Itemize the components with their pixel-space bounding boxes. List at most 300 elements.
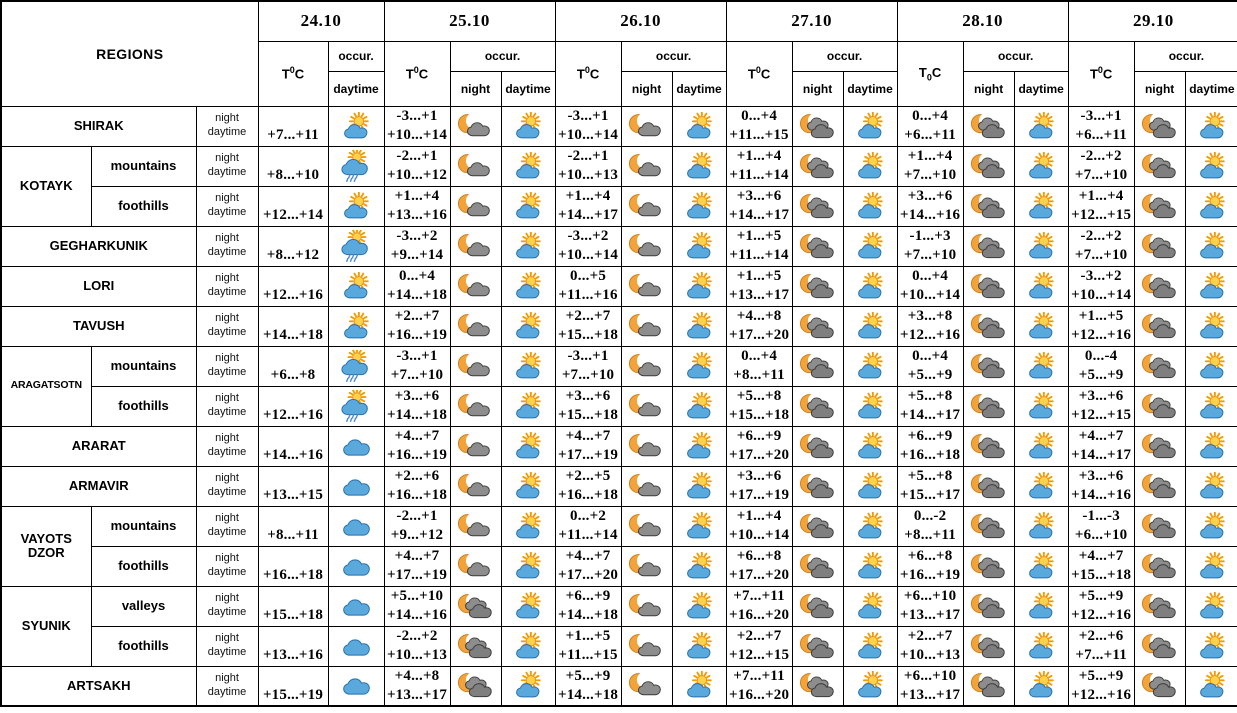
night-daytime-label bbox=[196, 426, 258, 466]
weather-cell-night bbox=[1134, 146, 1185, 186]
temp-cell bbox=[1068, 306, 1134, 346]
weather-cell-night bbox=[450, 306, 501, 346]
temp-night: +4...+8 bbox=[394, 667, 440, 684]
subregion-name: foothills bbox=[91, 626, 196, 666]
temp-cell bbox=[726, 546, 792, 586]
weather-cell-daytime bbox=[843, 186, 897, 226]
moon-cloud-icon bbox=[628, 352, 666, 381]
weather-cell-daytime bbox=[328, 146, 384, 186]
subregion-name: mountains bbox=[91, 346, 196, 386]
temp-cell bbox=[726, 346, 792, 386]
moon-clouds-icon bbox=[1141, 632, 1179, 661]
temp-cell bbox=[1068, 146, 1134, 186]
temp-daytime: +11...+14 bbox=[558, 527, 618, 543]
temp-daytime: +13...+16 bbox=[262, 647, 324, 663]
temp-cell bbox=[1068, 386, 1134, 426]
sun-cloud-icon bbox=[680, 112, 718, 141]
temp-cell bbox=[1068, 546, 1134, 586]
temp-night: +4...+7 bbox=[394, 548, 440, 564]
table-row bbox=[1, 346, 1237, 386]
weather-cell-night bbox=[963, 106, 1014, 146]
sun-cloud-icon bbox=[1022, 432, 1060, 461]
weather-cell-daytime bbox=[1014, 546, 1068, 586]
night-label: night bbox=[215, 392, 239, 405]
temp-cell bbox=[1068, 106, 1134, 146]
night-daytime-label bbox=[196, 586, 258, 626]
moon-clouds-icon bbox=[970, 232, 1008, 261]
sun-cloud-icon bbox=[680, 192, 718, 221]
temp-daytime: +5...+9 bbox=[1078, 367, 1124, 383]
cloud-icon bbox=[337, 552, 375, 581]
temp-night: +3...+6 bbox=[736, 188, 782, 204]
weather-cell-daytime bbox=[1014, 586, 1068, 626]
temp-cell-24-10 bbox=[258, 466, 328, 506]
temp-header-t: T bbox=[1089, 66, 1098, 82]
temp-header-zero: 0 bbox=[413, 65, 419, 76]
weather-cell-night bbox=[963, 626, 1014, 666]
temp-cell bbox=[555, 506, 621, 546]
temp-daytime: +15...+18 bbox=[729, 407, 790, 423]
weather-cell-daytime bbox=[672, 106, 726, 146]
moon-cloud-icon bbox=[457, 392, 495, 421]
weather-cell-night bbox=[792, 626, 843, 666]
temp-cell bbox=[555, 386, 621, 426]
weather-cell-night bbox=[621, 266, 672, 306]
temp-night: +1...+4 bbox=[736, 508, 782, 524]
weather-cell-daytime bbox=[328, 186, 384, 226]
sun-cloud-icon bbox=[851, 552, 889, 581]
weather-cell-daytime bbox=[501, 266, 555, 306]
daytime-header: daytime bbox=[1185, 71, 1237, 106]
sun-cloud-icon bbox=[1022, 552, 1060, 581]
temp-night: -3...+1 bbox=[567, 348, 609, 364]
weather-cell-night bbox=[621, 546, 672, 586]
night-daytime-label bbox=[196, 386, 258, 426]
moon-clouds-icon bbox=[1141, 352, 1179, 381]
temp-night: 0...+4 bbox=[912, 348, 949, 364]
weather-cell-night bbox=[792, 666, 843, 706]
occur-header: occur. bbox=[621, 41, 726, 71]
temp-daytime: +14...+16 bbox=[1071, 487, 1132, 503]
weather-cell-night bbox=[1134, 186, 1185, 226]
temp-night: -2...+2 bbox=[1080, 148, 1122, 164]
table-row bbox=[1, 186, 1237, 226]
weather-cell-daytime bbox=[1014, 346, 1068, 386]
weather-cell-daytime bbox=[501, 306, 555, 346]
weather-cell-daytime bbox=[328, 386, 384, 426]
temp-night: -3...+2 bbox=[1080, 268, 1122, 284]
temp-night: +7...+11 bbox=[733, 667, 785, 684]
moon-clouds-icon bbox=[970, 512, 1008, 541]
moon-cloud-icon bbox=[457, 272, 495, 301]
weather-cell-night bbox=[621, 626, 672, 666]
temp-daytime: +13...+16 bbox=[386, 207, 448, 223]
sun-cloud-icon bbox=[1193, 192, 1231, 221]
moon-clouds-icon bbox=[1141, 432, 1179, 461]
sun-cloud-icon bbox=[1022, 112, 1060, 141]
sun-cloud-rain-icon bbox=[337, 150, 375, 183]
weather-cell-daytime bbox=[843, 386, 897, 426]
temp-cell bbox=[1068, 466, 1134, 506]
temp-header-t: T bbox=[918, 64, 927, 80]
sun-cloud-icon bbox=[851, 312, 889, 341]
sun-cloud-icon bbox=[1022, 512, 1060, 541]
moon-clouds-icon bbox=[1141, 192, 1179, 221]
temp-night: +5...+9 bbox=[1078, 667, 1124, 684]
temp-cell bbox=[897, 146, 963, 186]
night-label: night bbox=[215, 112, 239, 125]
date-header-27-10: 27.10 bbox=[726, 1, 897, 41]
moon-clouds-icon bbox=[1141, 592, 1179, 621]
sun-cloud-icon bbox=[1193, 272, 1231, 301]
weather-cell-daytime bbox=[1014, 466, 1068, 506]
weather-cell-daytime bbox=[672, 586, 726, 626]
weather-cell-daytime bbox=[328, 266, 384, 306]
sun-cloud-icon bbox=[851, 152, 889, 181]
temp-night: +1...+4 bbox=[907, 148, 953, 164]
temp-daytime: +10...+13 bbox=[386, 647, 448, 663]
temp-night: -2...+1 bbox=[396, 508, 438, 524]
moon-cloud-icon bbox=[628, 152, 666, 181]
temp-daytime: +10...+14 bbox=[729, 527, 790, 543]
temp-night: 0...+4 bbox=[399, 268, 436, 284]
sun-cloud-icon bbox=[680, 472, 718, 501]
temp-night: +1...+5 bbox=[736, 228, 782, 244]
temp-cell bbox=[384, 586, 450, 626]
cloud-icon bbox=[337, 632, 375, 661]
sun-cloud-icon bbox=[509, 592, 547, 621]
weather-cell-daytime bbox=[501, 226, 555, 266]
temp-daytime: +12...+15 bbox=[729, 647, 790, 663]
temp-night: -3...+2 bbox=[396, 228, 438, 244]
weather-cell-night bbox=[792, 226, 843, 266]
sun-cloud-icon bbox=[1022, 472, 1060, 501]
temp-header-zero: 0 bbox=[926, 72, 932, 83]
temp-cell bbox=[1068, 506, 1134, 546]
weather-cell-night bbox=[450, 586, 501, 626]
weather-cell-daytime bbox=[501, 466, 555, 506]
region-name: TAVUSH bbox=[1, 306, 196, 346]
weather-cell-daytime bbox=[672, 266, 726, 306]
table-row bbox=[1, 426, 1237, 466]
weather-cell-daytime bbox=[1185, 666, 1237, 706]
weather-cell-night bbox=[621, 146, 672, 186]
temp-night: +3...+6 bbox=[907, 188, 953, 204]
moon-clouds-icon bbox=[970, 192, 1008, 221]
weather-cell-night bbox=[1134, 226, 1185, 266]
sun-cloud-icon bbox=[509, 472, 547, 501]
night-header: night bbox=[792, 71, 843, 106]
temp-cell bbox=[726, 626, 792, 666]
sun-cloud-icon bbox=[1193, 392, 1231, 421]
temp-daytime: +11...+14 bbox=[729, 247, 789, 263]
weather-cell-daytime bbox=[843, 506, 897, 546]
temp-night: +5...+8 bbox=[907, 388, 953, 404]
temp-daytime: +12...+16 bbox=[262, 407, 324, 423]
temp-daytime: +10...+14 bbox=[900, 287, 961, 303]
temp-cell-24-10 bbox=[258, 226, 328, 266]
weather-cell-daytime bbox=[501, 186, 555, 226]
date-header-28-10: 28.10 bbox=[897, 1, 1068, 41]
weather-cell-daytime bbox=[328, 666, 384, 706]
temp-cell bbox=[555, 466, 621, 506]
temp-night: +3...+6 bbox=[565, 388, 611, 404]
sun-cloud-icon bbox=[680, 632, 718, 661]
temp-daytime: +6...+10 bbox=[1074, 527, 1128, 543]
daytime-label: daytime bbox=[207, 286, 247, 298]
temp-daytime: +16...+20 bbox=[729, 607, 790, 623]
night-daytime-label bbox=[196, 146, 258, 186]
moon-cloud-icon bbox=[628, 671, 666, 700]
weather-cell-night bbox=[963, 466, 1014, 506]
moon-clouds-icon bbox=[970, 632, 1008, 661]
cloud-icon bbox=[337, 432, 375, 461]
weather-cell-night bbox=[1134, 346, 1185, 386]
moon-clouds-icon bbox=[970, 671, 1008, 700]
weather-cell-daytime bbox=[1014, 266, 1068, 306]
weather-cell-night bbox=[450, 146, 501, 186]
temp-night-blank bbox=[259, 187, 328, 206]
sun-cloud-icon bbox=[851, 272, 889, 301]
temp-night: -3...+1 bbox=[396, 348, 438, 364]
weather-cell-night bbox=[1134, 666, 1185, 706]
weather-cell-night bbox=[1134, 546, 1185, 586]
night-daytime-label bbox=[196, 666, 258, 706]
sun-cloud-icon bbox=[680, 671, 718, 700]
moon-clouds-icon bbox=[457, 671, 495, 700]
weather-cell-daytime bbox=[1185, 506, 1237, 546]
temp-daytime: +10...+14 bbox=[557, 247, 619, 263]
moon-clouds-icon bbox=[799, 232, 837, 261]
temp-daytime: +10...+13 bbox=[557, 167, 619, 183]
temp-daytime: +15...+18 bbox=[1071, 567, 1132, 583]
sun-cloud-icon bbox=[1022, 192, 1060, 221]
moon-cloud-icon bbox=[457, 112, 495, 141]
temp-cell bbox=[897, 346, 963, 386]
cloud-icon bbox=[337, 671, 375, 700]
daytime-label: daytime bbox=[207, 126, 247, 138]
sun-cloud-icon bbox=[1193, 152, 1231, 181]
temp-night: +6...+10 bbox=[903, 588, 957, 604]
daytime-label: daytime bbox=[207, 566, 247, 578]
temp-header-c: C bbox=[760, 66, 771, 82]
temp-cell bbox=[897, 266, 963, 306]
weather-cell-night bbox=[1134, 306, 1185, 346]
temp-night: +7...+11 bbox=[733, 588, 785, 604]
sun-cloud-icon bbox=[1022, 592, 1060, 621]
temp-daytime: +17...+20 bbox=[729, 567, 790, 583]
weather-cell-night bbox=[1134, 506, 1185, 546]
weather-cell-daytime bbox=[672, 346, 726, 386]
weather-cell-daytime bbox=[1014, 626, 1068, 666]
weather-cell-daytime bbox=[672, 506, 726, 546]
night-label: night bbox=[215, 632, 239, 645]
temp-night: +6...+8 bbox=[736, 548, 782, 564]
temp-daytime: +14...+16 bbox=[386, 607, 448, 623]
temp-header-t: T bbox=[405, 66, 414, 82]
moon-clouds-icon bbox=[1141, 472, 1179, 501]
weather-cell-night bbox=[1134, 626, 1185, 666]
subregion-name: foothills bbox=[91, 546, 196, 586]
weather-cell-daytime bbox=[328, 626, 384, 666]
weather-cell-night bbox=[450, 386, 501, 426]
night-label: night bbox=[215, 672, 239, 684]
temp-header bbox=[384, 41, 450, 106]
moon-cloud-icon bbox=[457, 312, 495, 341]
weather-cell-night bbox=[621, 346, 672, 386]
night-label: night bbox=[215, 552, 239, 565]
moon-cloud-icon bbox=[628, 272, 666, 301]
weather-cell-night bbox=[963, 586, 1014, 626]
temp-cell bbox=[726, 426, 792, 466]
sun-cloud-icon bbox=[509, 512, 547, 541]
temp-cell bbox=[555, 306, 621, 346]
weather-cell-night bbox=[621, 186, 672, 226]
weather-cell-daytime bbox=[672, 466, 726, 506]
temp-daytime: +8...+12 bbox=[266, 247, 320, 263]
temp-night: +4...+8 bbox=[736, 308, 782, 324]
weather-cell-daytime bbox=[843, 306, 897, 346]
sun-cloud-icon bbox=[1193, 112, 1231, 141]
temp-night: +1...+5 bbox=[565, 628, 611, 644]
temp-cell bbox=[1068, 626, 1134, 666]
moon-clouds-icon bbox=[799, 312, 837, 341]
temp-daytime: +11...+14 bbox=[729, 167, 789, 183]
occur-header: occur. bbox=[328, 41, 384, 71]
temp-daytime: +14...+18 bbox=[386, 287, 448, 303]
weather-cell-daytime bbox=[1014, 106, 1068, 146]
weather-cell-night bbox=[792, 466, 843, 506]
temp-night-blank bbox=[259, 547, 328, 566]
sun-cloud-icon bbox=[851, 192, 889, 221]
temp-daytime: +7...+10 bbox=[903, 247, 957, 263]
temp-night-blank bbox=[259, 347, 328, 366]
sun-cloud-icon bbox=[851, 512, 889, 541]
moon-clouds-icon bbox=[970, 432, 1008, 461]
weather-cell-daytime bbox=[843, 466, 897, 506]
temp-cell bbox=[726, 306, 792, 346]
temp-daytime: +12...+16 bbox=[1071, 327, 1132, 343]
temp-night: +3...+8 bbox=[907, 308, 953, 324]
daytime-label: daytime bbox=[207, 685, 247, 698]
sun-cloud-icon bbox=[509, 272, 547, 301]
temp-cell bbox=[555, 146, 621, 186]
sun-cloud-icon bbox=[851, 232, 889, 261]
temp-daytime: +16...+19 bbox=[386, 447, 448, 463]
temp-daytime: +14...+16 bbox=[900, 207, 961, 223]
moon-clouds-icon bbox=[970, 112, 1008, 141]
temp-daytime: +13...+17 bbox=[900, 607, 961, 623]
sun-cloud-icon bbox=[851, 592, 889, 621]
temp-cell bbox=[726, 106, 792, 146]
temp-daytime: +6...+11 bbox=[904, 127, 956, 143]
temp-night: 0...-2 bbox=[913, 508, 947, 524]
temp-daytime: +14...+17 bbox=[557, 207, 619, 223]
temp-cell bbox=[726, 386, 792, 426]
temp-cell bbox=[555, 666, 621, 706]
temp-cell bbox=[384, 626, 450, 666]
moon-clouds-icon bbox=[799, 392, 837, 421]
temp-night-blank bbox=[259, 387, 328, 406]
weather-cell-night bbox=[1134, 106, 1185, 146]
weather-cell-daytime bbox=[672, 666, 726, 706]
temp-night-blank bbox=[259, 587, 328, 606]
temp-daytime: +8...+11 bbox=[904, 527, 956, 543]
temp-daytime: +16...+18 bbox=[900, 447, 961, 463]
temp-cell bbox=[384, 546, 450, 586]
weather-cell-night bbox=[450, 666, 501, 706]
temp-daytime: +17...+19 bbox=[557, 447, 619, 463]
temp-cell bbox=[897, 666, 963, 706]
temp-daytime: +6...+11 bbox=[1075, 127, 1127, 143]
weather-cell-daytime bbox=[501, 386, 555, 426]
sun-cloud-icon bbox=[851, 671, 889, 700]
temp-night: 0...+4 bbox=[912, 268, 949, 284]
night-header: night bbox=[963, 71, 1014, 106]
temp-header-c: C bbox=[1102, 66, 1113, 82]
temp-cell bbox=[897, 586, 963, 626]
night-label: night bbox=[215, 472, 239, 485]
moon-cloud-icon bbox=[628, 392, 666, 421]
temp-cell bbox=[897, 506, 963, 546]
sun-cloud-icon bbox=[1193, 312, 1231, 341]
weather-cell-daytime bbox=[672, 546, 726, 586]
moon-cloud-icon bbox=[628, 192, 666, 221]
weather-cell-night bbox=[963, 666, 1014, 706]
temp-daytime: +17...+20 bbox=[557, 567, 619, 583]
weather-cell-daytime bbox=[328, 466, 384, 506]
sun-cloud-rain-icon bbox=[337, 230, 375, 263]
temp-daytime: +12...+16 bbox=[262, 287, 324, 303]
daytime-header: daytime bbox=[1014, 71, 1068, 106]
table-row bbox=[1, 586, 1237, 626]
weather-cell-daytime bbox=[672, 146, 726, 186]
weather-cell-daytime bbox=[843, 266, 897, 306]
weather-cell-night bbox=[792, 266, 843, 306]
temp-daytime: +17...+19 bbox=[386, 567, 448, 583]
temp-cell bbox=[384, 146, 450, 186]
weather-cell-night bbox=[792, 106, 843, 146]
temp-daytime: +15...+19 bbox=[262, 686, 324, 703]
temp-daytime: +10...+14 bbox=[1071, 287, 1132, 303]
temp-night-blank bbox=[259, 307, 328, 326]
weather-cell-night bbox=[792, 586, 843, 626]
table-row bbox=[1, 146, 1237, 186]
temp-header-t: T bbox=[281, 66, 290, 82]
temp-header-t: T bbox=[747, 66, 756, 82]
weather-cell-daytime bbox=[501, 506, 555, 546]
temp-daytime: +12...+14 bbox=[262, 207, 324, 223]
weather-cell-daytime bbox=[1185, 186, 1237, 226]
night-label: night bbox=[215, 592, 239, 605]
temp-header bbox=[726, 41, 792, 106]
temp-daytime: +11...+16 bbox=[558, 287, 618, 303]
sun-cloud-icon bbox=[851, 352, 889, 381]
temp-night: +1...+4 bbox=[394, 188, 440, 204]
night-daytime-label bbox=[196, 186, 258, 226]
weather-cell-night bbox=[963, 346, 1014, 386]
temp-night-blank bbox=[259, 227, 328, 246]
night-daytime-label bbox=[196, 466, 258, 506]
temp-cell bbox=[1068, 666, 1134, 706]
temp-cell-24-10 bbox=[258, 306, 328, 346]
weather-cell-night bbox=[621, 106, 672, 146]
weather-cell-daytime bbox=[843, 226, 897, 266]
weather-cell-night bbox=[963, 266, 1014, 306]
temp-night: +1...+4 bbox=[736, 148, 782, 164]
temp-night: +1...+4 bbox=[1078, 188, 1124, 204]
temp-cell-24-10 bbox=[258, 546, 328, 586]
